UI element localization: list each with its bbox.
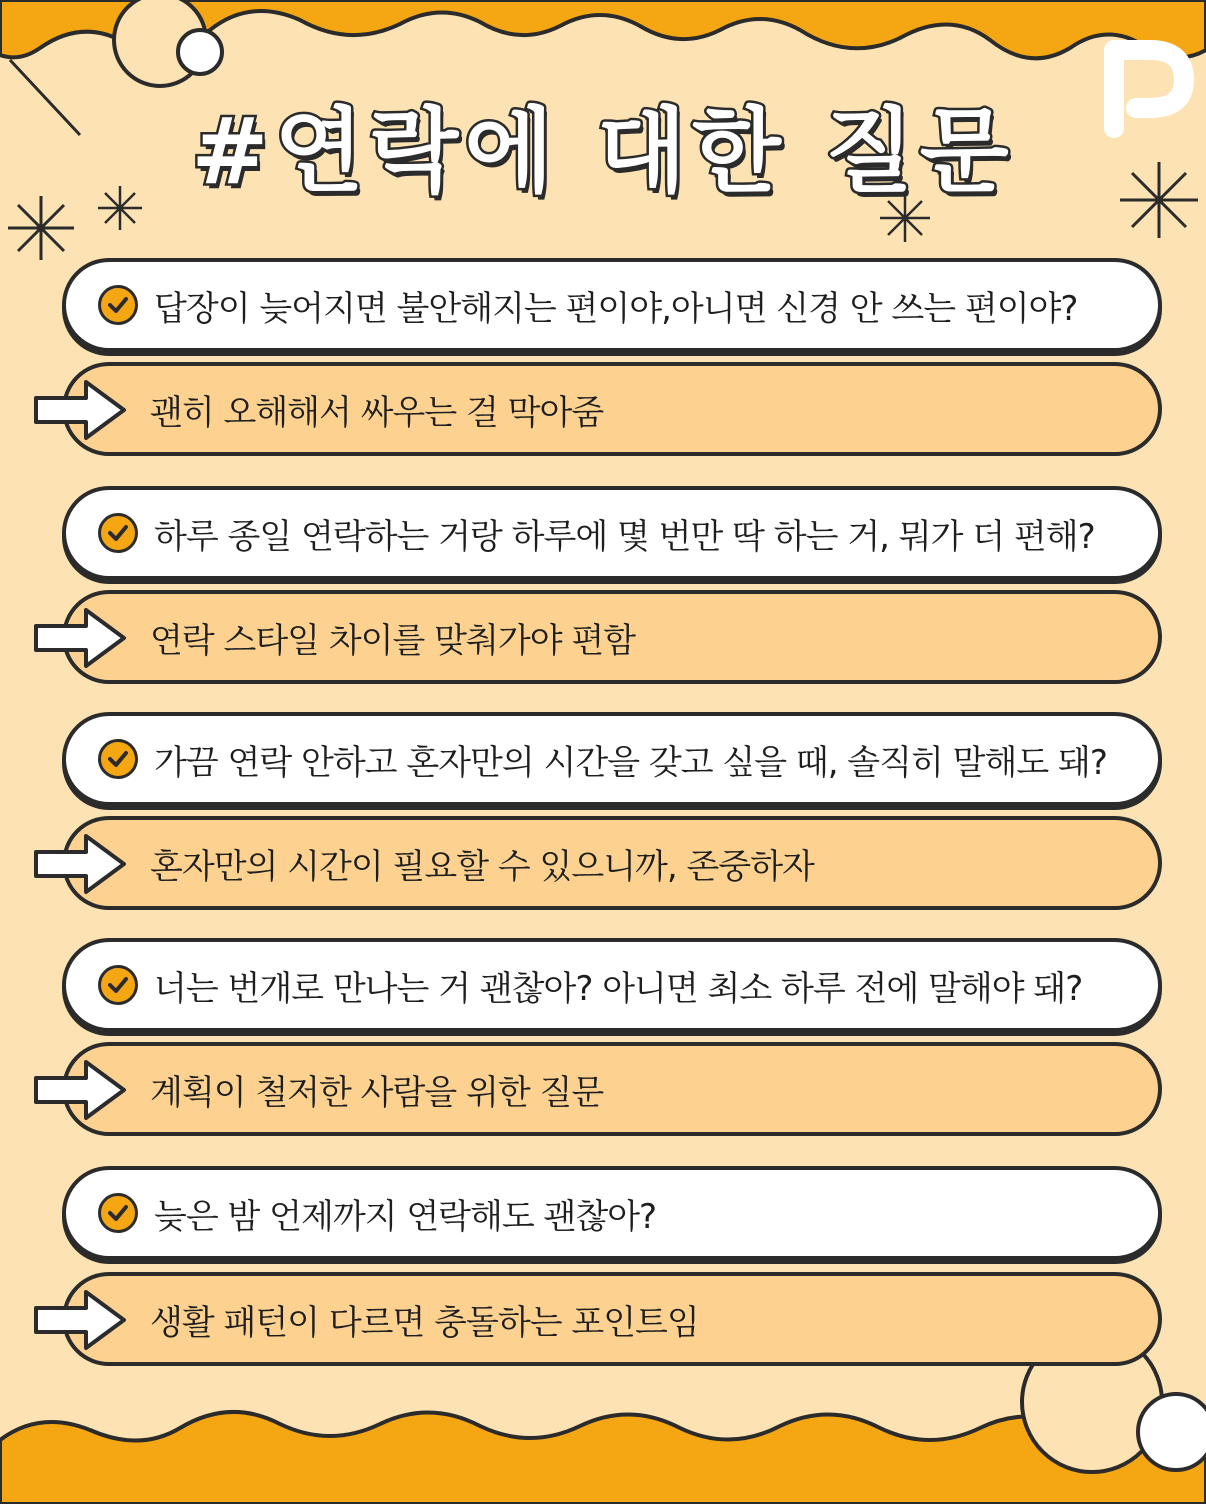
- page-title: #연락에 대한 질문: [191, 98, 1015, 205]
- check-circle-icon: [98, 285, 138, 325]
- circle-decoration: [178, 30, 222, 74]
- question-pill: [62, 486, 1162, 580]
- check-circle-icon: [98, 513, 138, 553]
- question-pill: [62, 712, 1162, 806]
- arrow-right-icon: [32, 1288, 128, 1352]
- answer-pill: [62, 816, 1162, 910]
- circle-decoration: [1138, 1394, 1206, 1470]
- arrow-right-icon: [32, 1058, 128, 1122]
- answer-pill: [62, 1042, 1162, 1136]
- arrow-right-icon: [32, 832, 128, 896]
- check-circle-icon: [98, 739, 138, 779]
- question-text: 가끔 연락 안하고 혼자만의 시간을 갖고 싶을 때, 솔직히 말해도 돼?: [154, 742, 1107, 783]
- answer-text: 계획이 철저한 사람을 위한 질문: [150, 1072, 604, 1113]
- question-text: 너는 번개로 만나는 거 괜찮아? 아니면 최소 하루 전에 말해야 돼?: [154, 968, 1083, 1009]
- answer-text: 혼자만의 시간이 필요할 수 있으니까, 존중하자: [150, 846, 814, 887]
- question-pill: [62, 1166, 1162, 1260]
- answer-text: 연락 스타일 차이를 맞춰가야 편함: [150, 620, 636, 661]
- question-text: 늦은 밤 언제까지 연락해도 괜찮아?: [154, 1196, 657, 1237]
- answer-text: 생활 패턴이 다르면 충돌하는 포인트임: [150, 1302, 699, 1343]
- answer-pill: [62, 1272, 1162, 1366]
- answer-pill: [62, 590, 1162, 684]
- arrow-right-icon: [32, 606, 128, 670]
- question-text: 답장이 늦어지면 불안해지는 편이야,아니면 신경 안 쓰는 편이야?: [154, 288, 1078, 329]
- answer-text: 괜히 오해해서 싸우는 걸 막아줌: [150, 392, 604, 433]
- arrow-right-icon: [32, 378, 128, 442]
- question-pill: [62, 938, 1162, 1032]
- question-pill: [62, 258, 1162, 352]
- question-text: 하루 종일 연락하는 거랑 하루에 몇 번만 딱 하는 거, 뭐가 더 편해?: [154, 516, 1095, 557]
- check-circle-icon: [98, 965, 138, 1005]
- check-circle-icon: [98, 1193, 138, 1233]
- answer-pill: [62, 362, 1162, 456]
